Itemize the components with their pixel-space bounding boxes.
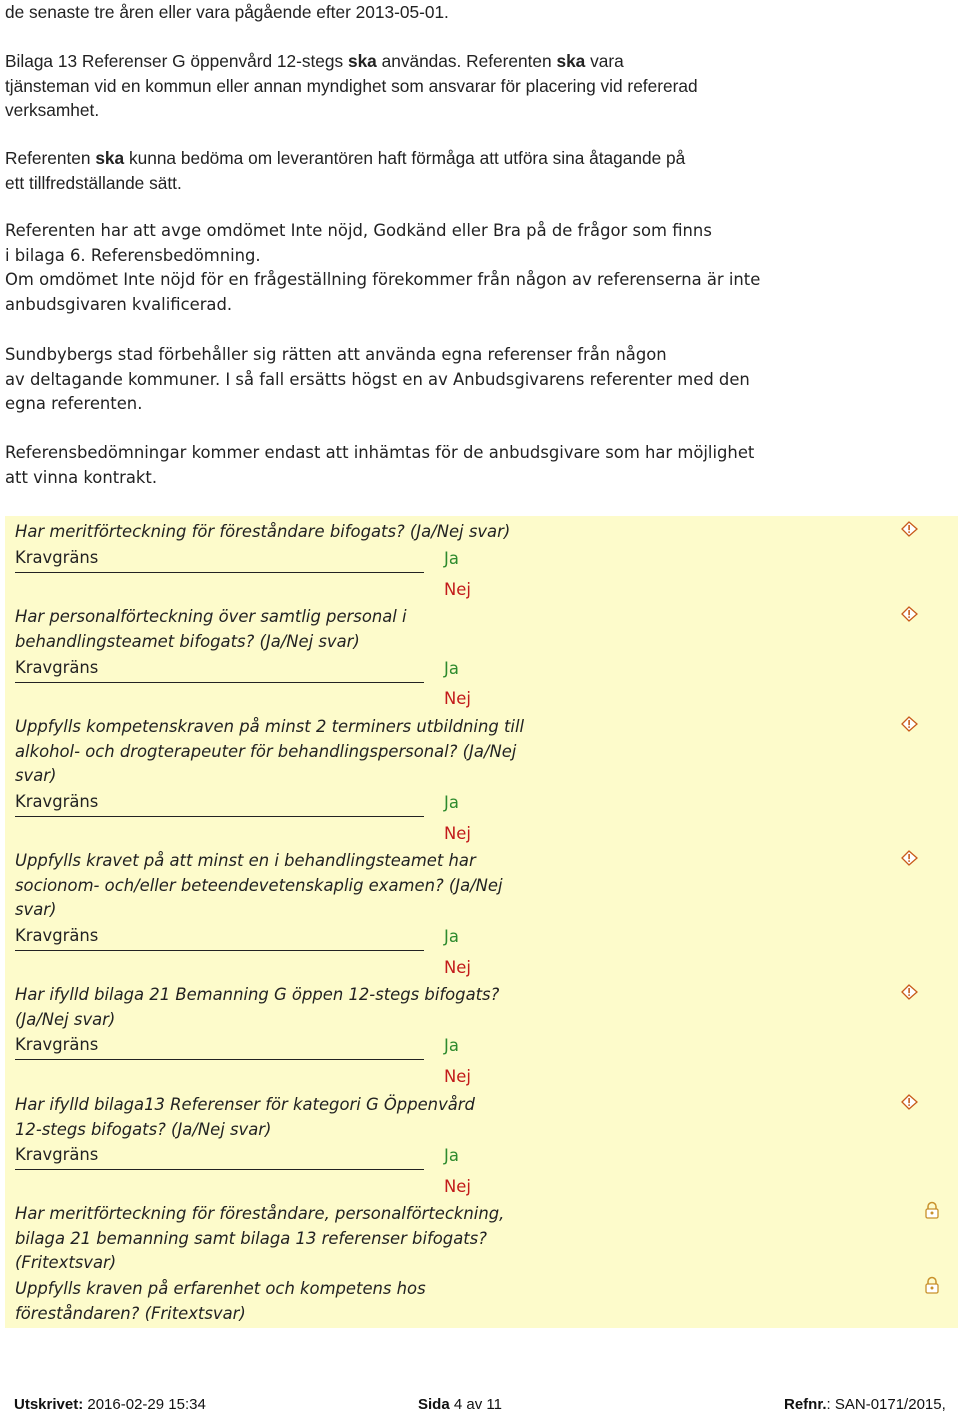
question-personalforteckning: Har personalförteckning över samtlig personal i behandlingsteamet bifogats? (Ja/Nej svar) — [15, 607, 407, 651]
option-nej[interactable]: Nej — [444, 1067, 471, 1086]
option-nej[interactable]: Nej — [444, 958, 471, 977]
option-nej[interactable]: Nej — [444, 1177, 471, 1196]
warning-icon — [901, 520, 919, 538]
questions-panel — [5, 516, 958, 1328]
warning-icon — [901, 605, 919, 623]
text-line: de senaste tre åren eller vara pågående efter 2013-05-01. — [5, 2, 449, 22]
question-bilaga21: Har ifylld bilaga 21 Bemanning G öppen 12-stegs bifogats? (Ja/Nej svar) — [15, 985, 500, 1029]
paragraph-omdome: Referenten har att avge omdömet Inte nöjd, Godkänd eller Bra på de frågor som finns i bilaga 6. Referensbedömning. Om omdömet Inte nöjd för en frågeställning förekommer från någon av referenserna är inte anbudsgivaren kvalificerad. — [5, 221, 761, 314]
option-ja[interactable]: Ja — [444, 793, 459, 812]
kravgrans-label: Kravgräns — [15, 658, 99, 677]
question-fritext-bifogats: Har meritförteckning för föreståndare, personalförteckning, bilaga 21 bemanning samt bilaga 13 referenser bifogats? (Fritextsvar) — [15, 1204, 505, 1272]
footer-page: Sida 4 av 11 — [418, 1396, 502, 1413]
answer-line — [15, 682, 424, 683]
answer-line — [15, 1059, 424, 1060]
question-kompetenskrav: Uppfylls kompetenskraven på minst 2 terminers utbildning till alkohol- och drogterapeuter för behandlingspersonal? (Ja/Nej svar) — [15, 717, 525, 785]
option-ja[interactable]: Ja — [444, 927, 459, 946]
lock-icon — [923, 1201, 941, 1219]
paragraph-sundbyberg: Sundbybergs stad förbehåller sig rätten att använda egna referenser från någon av deltagande kommuner. I så fall ersätts högst en av Anbudsgivarens referenter med den egna referenten. — [5, 345, 750, 413]
answer-line — [15, 816, 424, 817]
paragraph-referent-ska: Referenten ska kunna bedöma om leverantören haft förmåga att utföra sina åtagande på ett tillfredställande sätt. — [5, 148, 686, 193]
kravgrans-label: Kravgräns — [15, 548, 99, 567]
answer-line — [15, 950, 424, 951]
option-ja[interactable]: Ja — [444, 659, 459, 678]
option-ja[interactable]: Ja — [444, 1036, 459, 1055]
option-nej[interactable]: Nej — [444, 580, 471, 599]
option-nej[interactable]: Nej — [444, 689, 471, 708]
question-socionom: Uppfylls kravet på att minst en i behandlingsteamet har socionom- och/eller beteendevetenskaplig examen? (Ja/Nej svar) — [15, 851, 503, 919]
kravgrans-label: Kravgräns — [15, 792, 99, 811]
warning-icon — [901, 715, 919, 733]
question-meritforteckning: Har meritförteckning för föreståndare bifogats? (Ja/Nej svar) — [15, 522, 511, 541]
warning-icon — [901, 983, 919, 1001]
option-nej[interactable]: Nej — [444, 824, 471, 843]
kravgrans-label: Kravgräns — [15, 926, 99, 945]
question-fritext-erfarenhet: Uppfylls kraven på erfarenhet och kompetens hos föreståndaren? (Fritextsvar) — [15, 1279, 426, 1323]
paragraph-bilaga13: Bilaga 13 Referenser G öppenvård 12-stegs ska användas. Referenten ska vara tjänsteman vid en kommun eller annan myndighet som ansvarar för placering vid refererad verksamhet. — [5, 51, 698, 120]
footer-refnr: Refnr.: SAN-0171/2015, — [784, 1396, 946, 1413]
footer-printed: Utskrivet: 2016-02-29 15:34 — [14, 1396, 206, 1413]
kravgrans-label: Kravgräns — [15, 1035, 99, 1054]
question-bilaga13: Har ifylld bilaga13 Referenser för kategori G Öppenvård 12-stegs bifogats? (Ja/Nej svar) — [15, 1095, 475, 1139]
warning-icon — [901, 849, 919, 867]
option-ja[interactable]: Ja — [444, 549, 459, 568]
lock-icon — [923, 1276, 941, 1294]
answer-line — [15, 572, 424, 573]
warning-icon — [901, 1093, 919, 1111]
kravgrans-label: Kravgräns — [15, 1145, 99, 1164]
option-ja[interactable]: Ja — [444, 1146, 459, 1165]
answer-line — [15, 1169, 424, 1170]
paragraph-referensbedomningar: Referensbedömningar kommer endast att inhämtas för de anbudsgivare som har möjlighet att vinna kontrakt. — [5, 443, 755, 487]
